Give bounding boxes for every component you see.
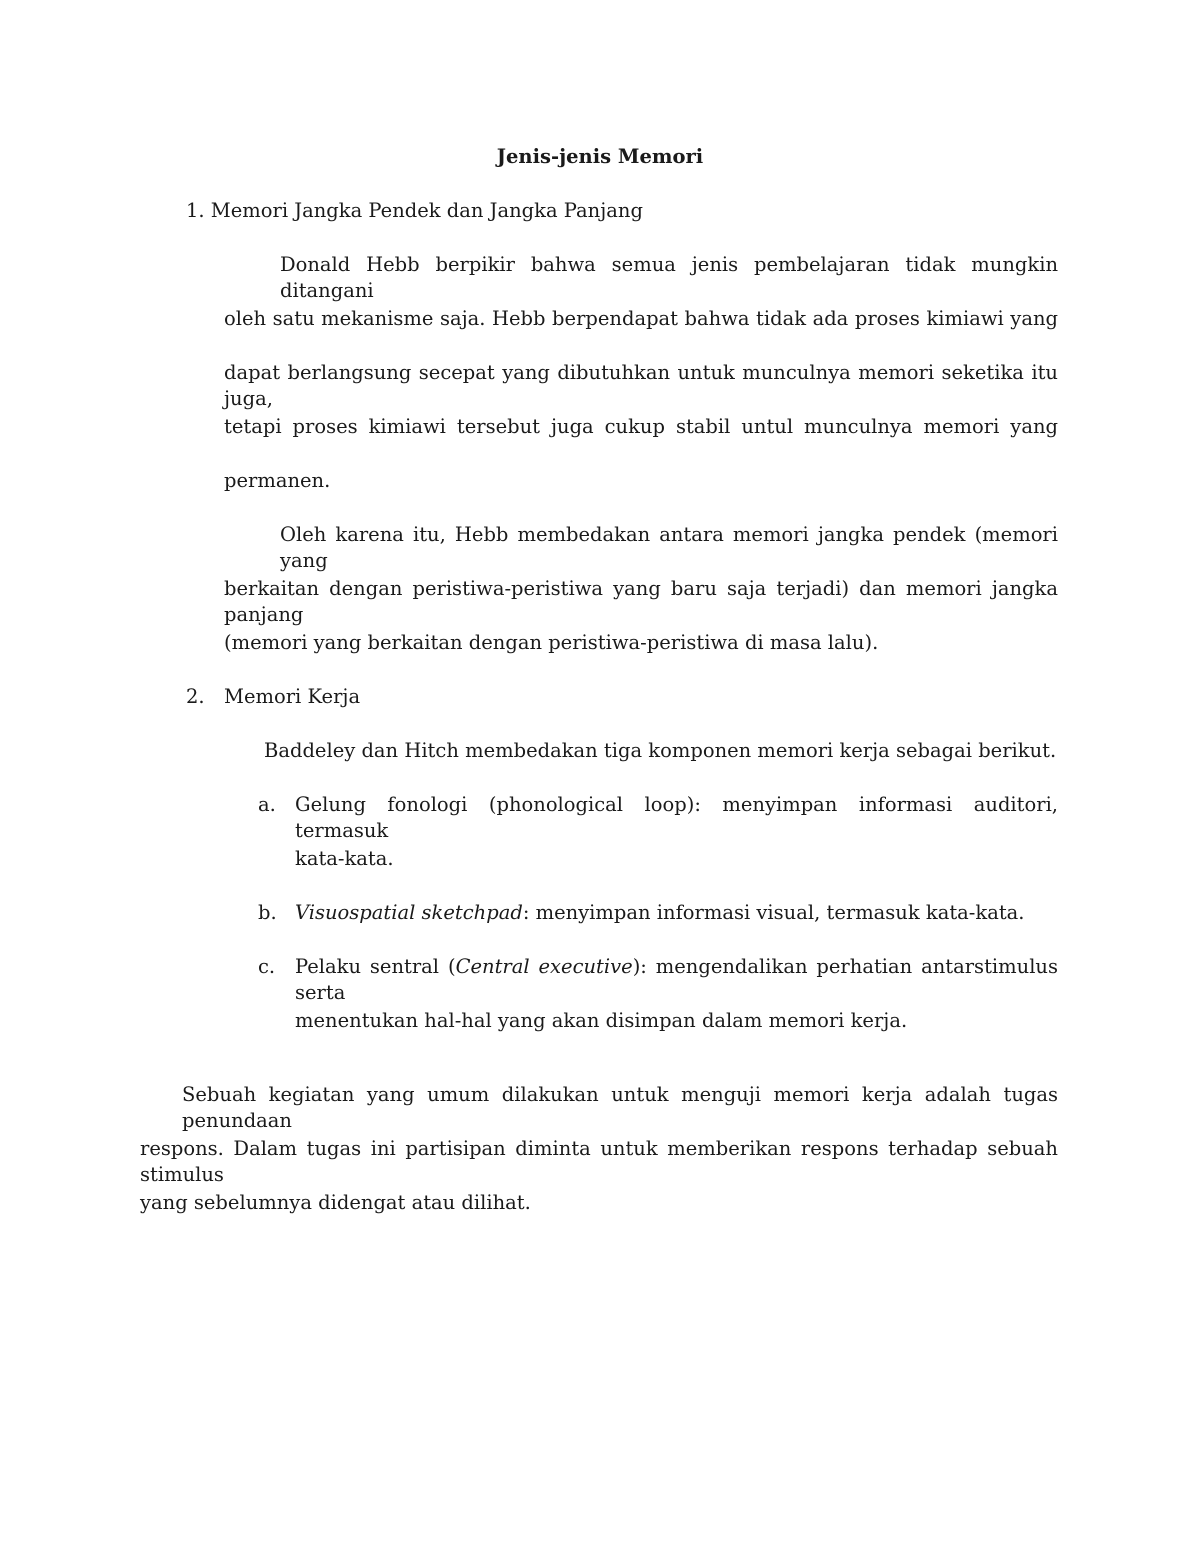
- list-item-a-marker: a.: [258, 793, 276, 816]
- list-item-a-line-2: kata-kata.: [295, 847, 394, 870]
- list-item-c-line-1: [295, 954, 1058, 1006]
- document-title: Jenis-jenis Memori: [496, 145, 704, 168]
- list-item-b-term: Visuospatial sketchpad: [295, 901, 523, 924]
- section-1-para-2-line-1: Oleh karena itu, Hebb membedakan antara memori jangka pendek (memori yang: [280, 523, 1058, 572]
- list-item-c-line-2: menentukan hal-hal yang akan disimpan dalam memori kerja.: [295, 1009, 908, 1032]
- list-item-c-marker: c.: [258, 955, 276, 978]
- section-1-heading: 1. Memori Jangka Pendek dan Jangka Panjang: [186, 199, 643, 222]
- section-2-heading: Memori Kerja: [224, 685, 361, 708]
- list-item-a-line-1: Gelung fonologi (phonological loop): menyimpan informasi auditori, termasuk: [295, 793, 1058, 842]
- section-1-para-1-line-2: oleh satu mekanisme saja. Hebb berpendapat bahwa tidak ada proses kimiawi yang: [224, 307, 1058, 330]
- section-1-para-2-line-3: (memori yang berkaitan dengan peristiwa-peristiwa di masa lalu).: [224, 631, 879, 654]
- section-1-para-1-line-5: permanen.: [224, 469, 331, 492]
- section-2-intro: Baddeley dan Hitch membedakan tiga komponen memori kerja sebagai berikut.: [264, 739, 1057, 762]
- list-item-c-term: Central executive: [455, 955, 633, 978]
- section-2-number: 2.: [186, 685, 205, 708]
- list-item-c-post: ): mengendalikan perhatian antarstimulus serta: [295, 955, 1058, 1004]
- section-1-para-1-line-4: tetapi proses kimiawi tersebut juga cukup stabil untul munculnya memori yang: [224, 415, 1058, 438]
- section-1-para-1-line-1: Donald Hebb berpikir bahwa semua jenis pembelajaran tidak mungkin ditangani: [280, 253, 1058, 302]
- list-item-b-marker: b.: [258, 901, 277, 924]
- closing-para-line-1: Sebuah kegiatan yang umum dilakukan untuk menguji memori kerja adalah tugas penundaan: [182, 1083, 1058, 1132]
- list-item-b-text: [295, 900, 1024, 926]
- section-1-para-2-line-2: berkaitan dengan peristiwa-peristiwa yang baru saja terjadi) dan memori jangka panjang: [224, 577, 1058, 626]
- list-item-b-rest: : menyimpan informasi visual, termasuk kata-kata.: [522, 901, 1025, 924]
- closing-para-line-3: yang sebelumnya didengat atau dilihat.: [140, 1191, 531, 1214]
- list-item-c-pre: Pelaku sentral (: [295, 955, 456, 978]
- closing-para-line-2: respons. Dalam tugas ini partisipan diminta untuk memberikan respons terhadap sebuah stimulus: [140, 1137, 1058, 1186]
- section-1-para-1-line-3: dapat berlangsung secepat yang dibutuhkan untuk munculnya memori seketika itu juga,: [224, 361, 1058, 410]
